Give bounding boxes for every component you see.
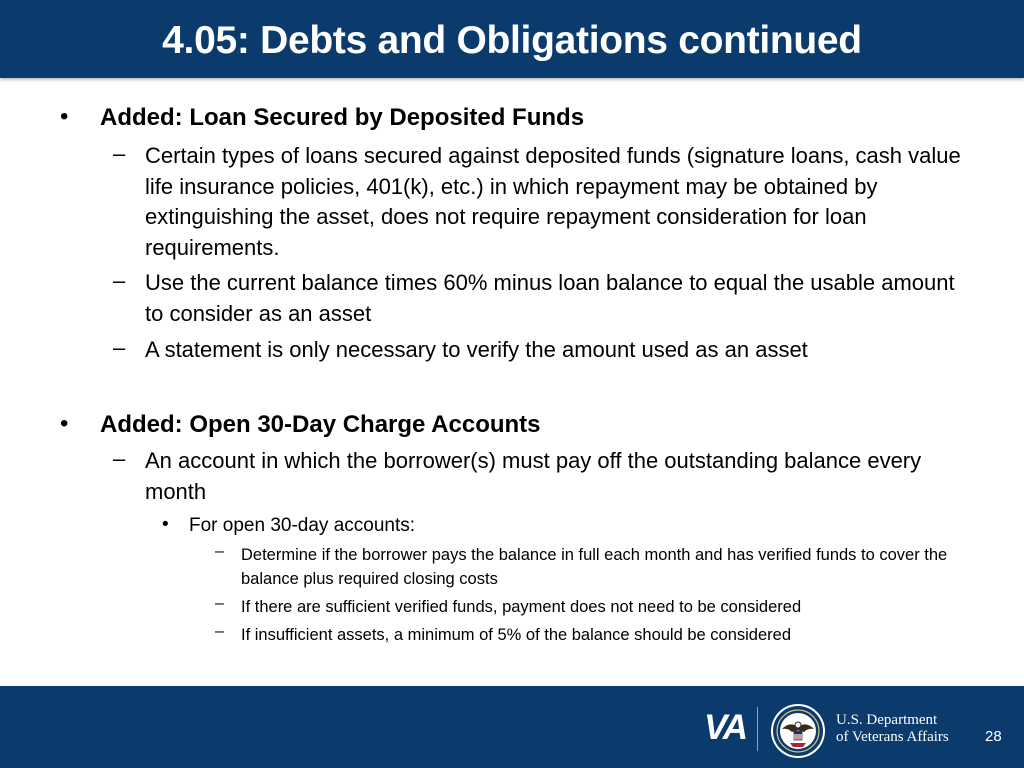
va-seal-icon xyxy=(770,703,826,759)
dash-icon: – xyxy=(113,446,126,471)
department-line-1: U.S. Department xyxy=(836,712,938,728)
list-item: Use the current balance times 60% minus loan balance to equal the usable amount to consider as an asset xyxy=(145,270,955,326)
va-logo: VA xyxy=(704,708,747,747)
dash-icon: – xyxy=(215,623,224,640)
list-item: An account in which the borrower(s) must pay off the outstanding balance every month xyxy=(145,448,922,504)
dash-icon: – xyxy=(113,141,126,166)
dash-icon: – xyxy=(215,543,224,560)
bullet-icon: • xyxy=(162,514,169,535)
bullet-icon: • xyxy=(60,410,69,437)
list-item: Certain types of loans secured against deposited funds (signature loans, cash value life insurance policies, 401(k), etc.) in which repayment may be obtained by extinguishing the asset, does not require repayment consideration for loan requirements. xyxy=(145,143,961,260)
list-item: Determine if the borrower pays the balance in full each month and has verified funds to cover the balance plus required closing costs xyxy=(241,546,948,588)
list-item: If insufficient assets, a minimum of 5% of the balance should be considered xyxy=(241,626,792,644)
department-line-2: of Veterans Affairs xyxy=(836,729,949,745)
slide-title: 4.05: Debts and Obligations continued xyxy=(162,19,862,62)
list-item: A statement is only necessary to verify the amount used as an asset xyxy=(145,337,808,362)
dash-icon: – xyxy=(215,595,224,612)
sub-heading: For open 30-day accounts: xyxy=(189,515,416,536)
section-heading-charge-accounts: Added: Open 30-Day Charge Accounts xyxy=(100,411,541,438)
department-name xyxy=(836,712,949,746)
page-number: 28 xyxy=(985,728,1002,745)
bullet-icon: • xyxy=(60,103,69,130)
section-heading-deposited-funds: Added: Loan Secured by Deposited Funds xyxy=(100,104,585,131)
logo-divider xyxy=(757,707,758,751)
list-item: If there are sufficient verified funds, payment does not need to be considered xyxy=(241,598,802,616)
dash-icon: – xyxy=(113,335,126,360)
dash-icon: – xyxy=(113,268,126,293)
